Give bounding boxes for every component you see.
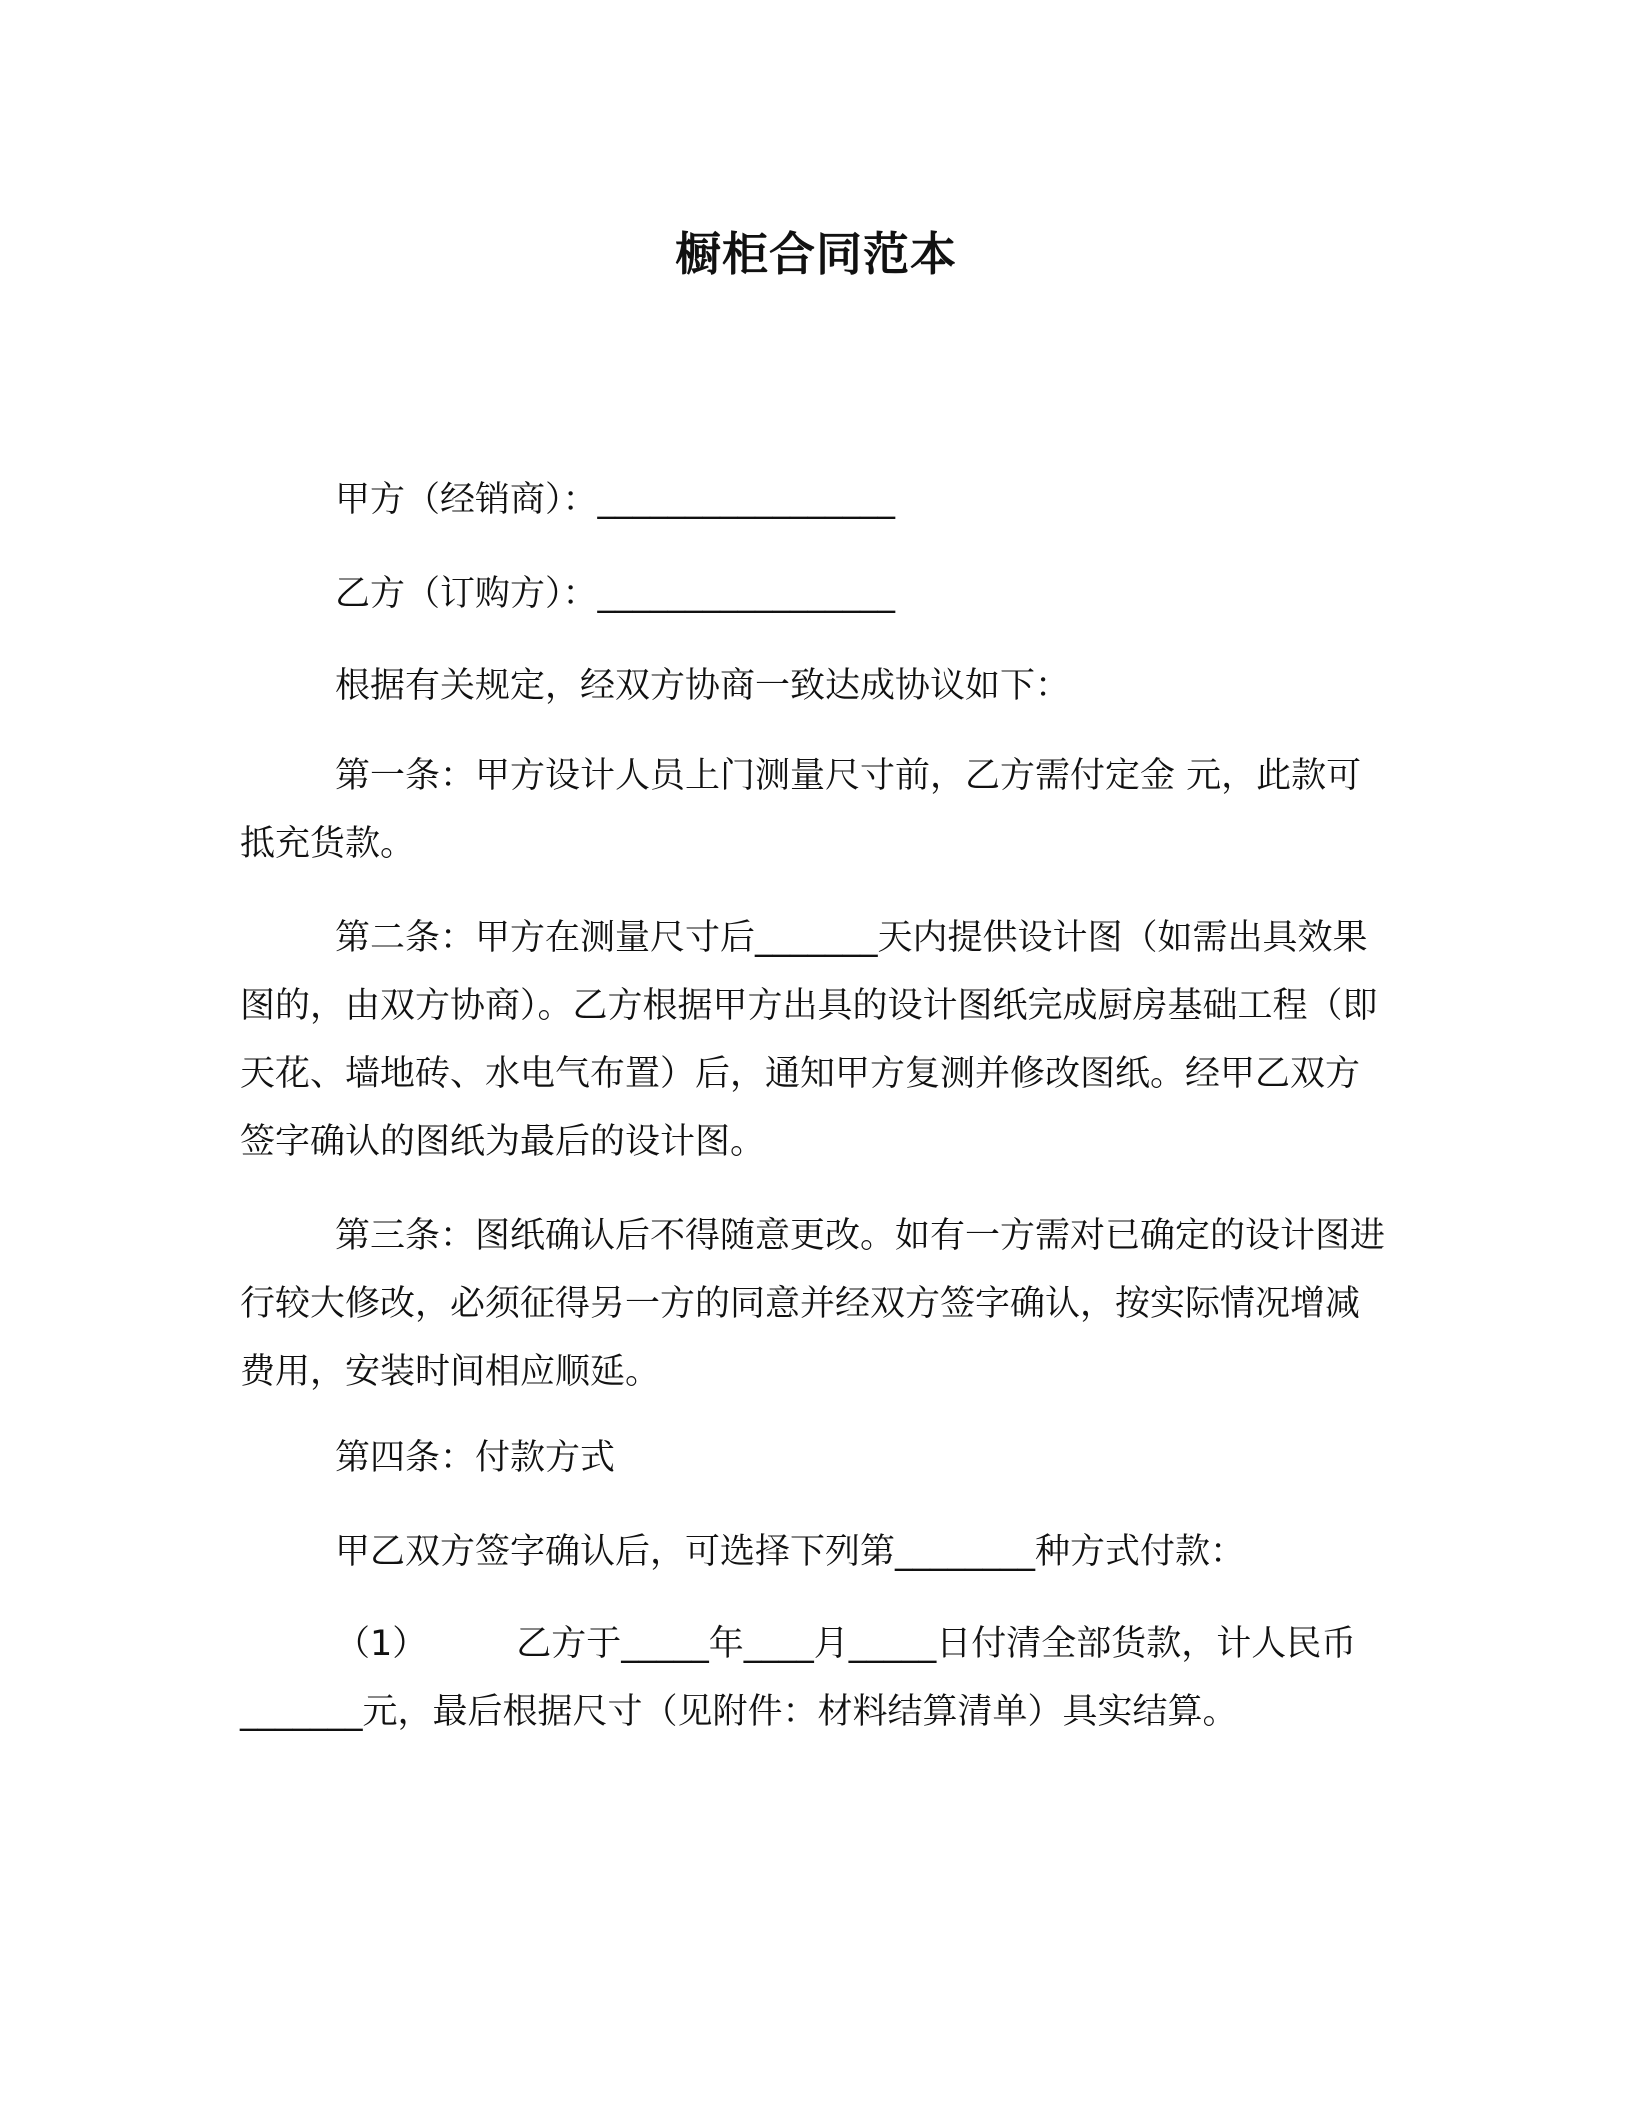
article-4-heading: 第四条：付款方式 [335, 1438, 616, 1478]
document-title: 橱柜合同范本 [675, 227, 957, 281]
article-3: 第三条：图纸确认后不得随意更改。如有一方需对已确定的设计图进行较大修改，必须征得另一方的同意并经双方签字确认，按实际情况增减费用，安装时间相应顺延。 [240, 1216, 1386, 1392]
payment-option-1: （1） 乙方于_____年____月_____日付清全部货款，计人民币_______元，最后根据尺寸（见附件：材料结算清单）具实结算。 [240, 1624, 1357, 1732]
article-2: 第二条：甲方在测量尺寸后_______天内提供设计图（如需出具效果图的，由双方协商）。乙方根据甲方出具的设计图纸完成厨房基础工程（即天花、墙地砖、水电气布置）后，通知甲方复测并修改图纸。经甲乙双方签字确认的图纸为最后的设计图。 [240, 918, 1378, 1162]
payment-choice-line: 甲乙双方签字确认后，可选择下列第________种方式付款： [335, 1532, 1246, 1572]
agreement-intro: 根据有关规定，经双方协商一致达成协议如下： [335, 666, 1071, 706]
party-a-line: 甲方（经销商）：_________________ [335, 480, 896, 520]
article-1: 第一条：甲方设计人员上门测量尺寸前，乙方需付定金 元，此款可抵充货款。 [240, 756, 1362, 864]
party-b-line: 乙方（订购方）：_________________ [335, 574, 896, 614]
